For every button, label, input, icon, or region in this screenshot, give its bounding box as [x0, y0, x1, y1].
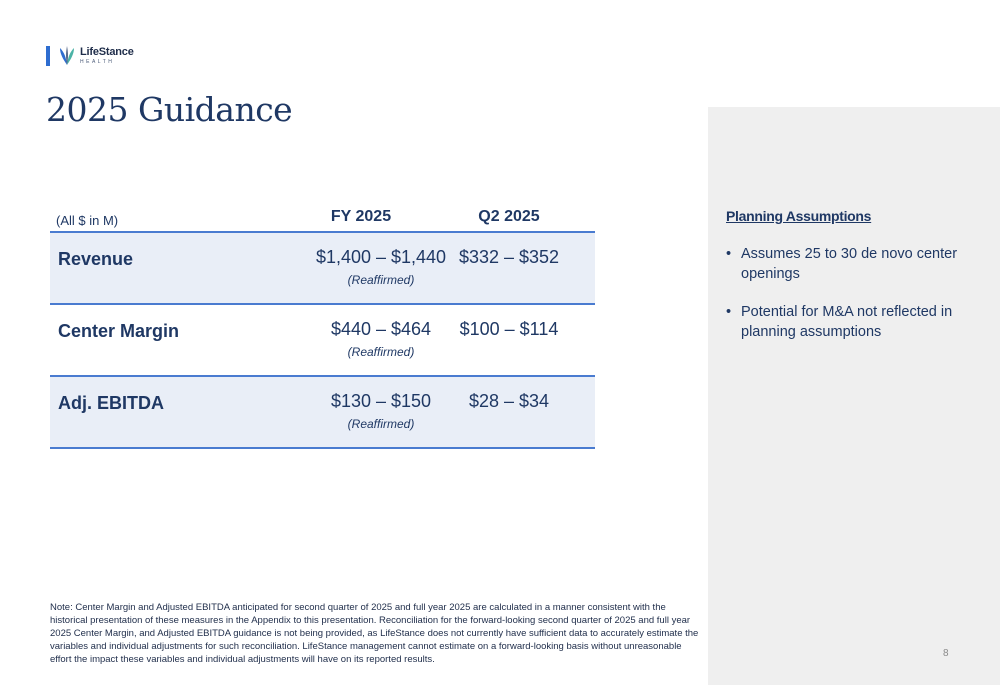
- page-number: 8: [943, 648, 949, 659]
- planning-assumptions-list: [726, 244, 966, 360]
- list-item: [726, 302, 966, 342]
- footnote: Note: Center Margin and Adjusted EBITDA anticipated for second quarter of 2025 and full year 2025 are calculated in a manner consistent with the historical presentation of these measures in the Appendix to this presentation. Reconciliation for the forward-looking second quarter of 2025 and full year 2025 Center Margin, and Adjusted EBITDA guidance is not being provided, as LifeStance does not currently have sufficient data to accurately estimate the variables and individual adjustments for such reconciliation. LifeStance management cannot estimate on a forward-looking basis without unreasonable effort the impact these variables and individual adjustments will have on its reported results.: [50, 602, 699, 665]
- logo-text: [80, 47, 134, 65]
- table-row: [50, 305, 595, 377]
- logo: [46, 44, 134, 68]
- list-item-text: Assumes 25 to 30 de novo center openings: [741, 246, 958, 282]
- table-row: [50, 377, 595, 449]
- column-header-fy: FY 2025: [330, 208, 392, 225]
- bullet-icon: •: [726, 246, 732, 262]
- side-panel: [708, 107, 1000, 685]
- planning-assumptions-title: Planning Assumptions: [726, 208, 872, 224]
- row-label: Center Margin: [58, 321, 180, 341]
- fy-note: (Reaffirmed): [347, 273, 415, 287]
- table-row: [50, 233, 595, 305]
- fy-value: $130 – $150: [330, 391, 432, 411]
- logo-accent-bar: [46, 46, 50, 66]
- row-label: Adj. EBITDA: [58, 393, 164, 413]
- list-item: [726, 244, 966, 284]
- lifestance-leaf-icon: [58, 45, 76, 67]
- list-item-text: Potential for M&A not reflected in planning assumptions: [741, 304, 953, 340]
- column-header-q2: Q2 2025: [478, 208, 540, 225]
- logo-name: LifeStance: [80, 46, 134, 58]
- fy-note: (Reaffirmed): [347, 417, 415, 431]
- q2-value: $100 – $114: [459, 319, 559, 339]
- q2-value: $332 – $352: [458, 247, 560, 267]
- fy-value: $440 – $464: [330, 319, 432, 339]
- fy-note: (Reaffirmed): [347, 345, 415, 359]
- logo-subtitle: HEALTH: [80, 59, 115, 65]
- table-header: [50, 203, 595, 233]
- guidance-table: [50, 203, 595, 449]
- bullet-icon: •: [726, 304, 732, 320]
- row-label: Revenue: [58, 249, 134, 269]
- fy-value: $1,400 – $1,440: [315, 247, 447, 267]
- units-label: (All $ in M): [56, 213, 119, 228]
- q2-value: $28 – $34: [468, 391, 550, 411]
- page-title: 2025 Guidance: [46, 90, 293, 129]
